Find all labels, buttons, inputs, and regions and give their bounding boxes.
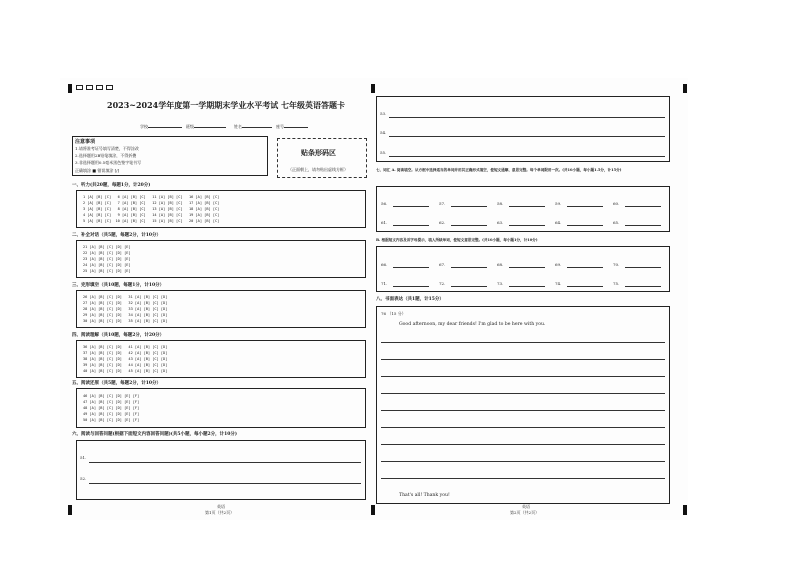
corner-mark-top-left	[68, 84, 72, 93]
answer-row[interactable]: 26 [A] [B] [C] [D] 31 [A] [B] [C] [D]	[83, 295, 168, 299]
answer-row[interactable]: 5 [A] [B] [C] 10 [A] [B] [C] 15 [A] [B] [C] 20 [A] [B] [C]	[83, 219, 220, 223]
answer-line[interactable]	[567, 286, 603, 287]
restore-answer-box[interactable]	[76, 388, 366, 428]
section-title: 一、听力(共20题，每题1分，计20分)	[72, 183, 151, 188]
question-number: 74.	[555, 281, 562, 286]
question-number: 60.	[613, 201, 620, 206]
class-label: 班级	[186, 124, 194, 129]
section-title: 四、阅读理解（共10题，每题2分，计20分）	[72, 333, 165, 338]
barcode-hint: （正面朝上，请勿贴出虚线方框）	[288, 167, 348, 172]
answer-row[interactable]: 21 [A] [B] [C] [D] [E]	[83, 245, 131, 249]
question-number: 57.	[439, 201, 446, 206]
name-label: 姓名	[234, 124, 242, 129]
question-number: 65.	[613, 220, 620, 225]
question-number: 55.	[380, 150, 387, 155]
footer-subject: 英语	[217, 504, 225, 509]
question-number: 68.	[497, 262, 504, 267]
question-number: 59.	[555, 201, 562, 206]
barcode-area	[277, 138, 367, 178]
answer-line[interactable]	[393, 267, 429, 268]
corner-mark-top-mid	[371, 84, 375, 93]
question-number: 54.	[380, 130, 387, 135]
notes-line: 3.非选择题用0.5毫米黑色签字笔书写	[75, 160, 142, 165]
answer-line[interactable]	[625, 267, 661, 268]
footer-subject: 英语	[522, 504, 530, 509]
answer-row[interactable]: 36 [A] [B] [C] [D] 41 [A] [B] [C] [D]	[83, 345, 168, 349]
class-field[interactable]	[186, 124, 226, 129]
section-title: 六、阅读与回答问题(根据下面短文内容回答问题)(共5小题，每小题2分，计10分)	[72, 432, 238, 437]
question-number: 62.	[439, 220, 446, 225]
listening-answer-box[interactable]	[76, 190, 366, 228]
answer-line[interactable]	[389, 136, 665, 137]
answer-line[interactable]	[625, 225, 661, 226]
school-label: 学校	[140, 124, 148, 129]
corner-mark-bottom-left	[68, 505, 72, 515]
section-title: 三、完形填空（共10题，每题1分，计10分）	[72, 283, 165, 288]
answer-row[interactable]: 24 [A] [B] [C] [D] [E]	[83, 263, 131, 267]
writing-line[interactable]	[381, 359, 665, 360]
answer-row[interactable]: 39 [A] [B] [C] [D] 44 [A] [B] [C] [D]	[83, 363, 168, 367]
question-number: 70.	[613, 262, 620, 267]
question-number: 67.	[439, 262, 446, 267]
answer-line[interactable]	[451, 225, 487, 226]
answer-row[interactable]: 1 [A] [B] [C] 6 [A] [B] [C] 11 [A] [B] [C] 16 [A] [B] [C]	[83, 195, 220, 199]
question-number: 58.	[497, 201, 504, 206]
name-field[interactable]	[234, 124, 272, 129]
question-number: 75.	[613, 281, 620, 286]
question-number: 51.	[80, 455, 87, 460]
question-number: 69.	[555, 262, 562, 267]
answer-line[interactable]	[89, 462, 361, 463]
seat-field[interactable]	[276, 124, 308, 129]
question-number: 64.	[555, 220, 562, 225]
writing-opening: Good afternoon, my dear friends! I'm glad to be here with you.	[399, 322, 546, 327]
notes-line: 2.选择题用2B铅笔填涂，不得折叠	[75, 153, 137, 158]
seat-label: 座号	[276, 124, 284, 129]
question-number: 72.	[439, 281, 446, 286]
answer-line[interactable]	[509, 267, 545, 268]
school-field[interactable]	[140, 124, 182, 129]
answer-line[interactable]	[393, 225, 429, 226]
writing-closing: That's all! Thank you!	[399, 493, 450, 498]
answer-row[interactable]: 22 [A] [B] [C] [D] [E]	[83, 251, 131, 255]
answer-line[interactable]	[389, 117, 665, 118]
notes-line: 1.请将准考证号填写清楚，不得涂改	[75, 146, 139, 151]
answer-line[interactable]	[509, 286, 545, 287]
answer-row[interactable]: 23 [A] [B] [C] [D] [E]	[83, 257, 131, 261]
writing-line[interactable]	[381, 427, 665, 428]
section-title: 七、词汇 A. 阅读填空。从方框中选择适当的单词并用其正确形式填空，使短文通顺、意思完整。每个单词限用一次。(共10小题，每小题1.5分，计15分)	[376, 168, 622, 172]
answer-line[interactable]	[393, 206, 429, 207]
answer-line[interactable]	[509, 206, 545, 207]
answer-line[interactable]	[625, 206, 661, 207]
section-title: 五、阅读还原（共5题，每题2分，计10分）	[72, 381, 162, 386]
answer-row[interactable]: 50 [A] [B] [C] [D] [E] [F]	[83, 418, 140, 422]
answer-line[interactable]	[509, 225, 545, 226]
writing-line[interactable]	[381, 461, 665, 462]
answer-row[interactable]: 47 [A] [B] [C] [D] [E] [F]	[83, 400, 140, 404]
answer-row[interactable]: 48 [A] [B] [C] [D] [E] [F]	[83, 406, 140, 410]
barcode-title: 贴条形码区	[301, 148, 336, 157]
vocab-a-answer-box[interactable]	[376, 186, 670, 232]
qa-answer-box[interactable]	[76, 440, 366, 500]
question-number: 53.	[380, 111, 387, 116]
answer-row[interactable]: 49 [A] [B] [C] [D] [E] [F]	[83, 412, 140, 416]
answer-row[interactable]: 28 [A] [B] [C] [D] 33 [A] [B] [C] [D]	[83, 307, 168, 311]
section-title: B. 根据短文内容及首字母提示，填入所缺单词，使短文意思完整。(共10小题，每小题1分，计10分)	[376, 238, 538, 242]
footer-page: 第1页（共2页）	[205, 510, 235, 515]
answer-line[interactable]	[389, 156, 665, 157]
vocab-b-answer-box[interactable]	[376, 246, 670, 292]
section-title: 八、书面表达（共1题，计15分）	[376, 297, 444, 302]
writing-line[interactable]	[381, 410, 665, 411]
question-number: 66.	[381, 262, 388, 267]
reading-answer-box[interactable]	[76, 340, 366, 378]
qa-continue-box[interactable]	[376, 96, 670, 162]
answer-row[interactable]: 25 [A] [B] [C] [D] [E]	[83, 269, 131, 273]
answer-line[interactable]	[625, 286, 661, 287]
answer-line[interactable]	[393, 286, 429, 287]
exam-id-boxes	[76, 85, 116, 91]
notes-box	[72, 136, 268, 176]
answer-row[interactable]: 46 [A] [B] [C] [D] [E] [F]	[83, 394, 140, 398]
section-title: 二、补全对话（共5题，每题2分，计10分）	[72, 233, 162, 238]
answer-line[interactable]	[89, 483, 361, 484]
question-number: 61.	[381, 220, 388, 225]
answer-line[interactable]	[451, 286, 487, 287]
corner-mark-bottom-mid	[371, 505, 375, 515]
question-number: 56.	[381, 201, 388, 206]
writing-line[interactable]	[381, 478, 665, 479]
writing-line[interactable]	[381, 393, 665, 394]
answer-row[interactable]: 4 [A] [B] [C] 9 [A] [B] [C] 14 [A] [B] [C] 19 [A] [B] [C]	[83, 213, 220, 217]
answer-row[interactable]: 29 [A] [B] [C] [D] 34 [A] [B] [C] [D]	[83, 313, 168, 317]
answer-line[interactable]	[451, 267, 487, 268]
answer-line[interactable]	[567, 225, 603, 226]
page-title: 2023~2024学年度第一学期期末学业水平考试 七年级英语答题卡	[107, 100, 346, 110]
notes-title: 注意事项	[75, 139, 96, 145]
question-number: 71.	[381, 281, 388, 286]
writing-line[interactable]	[381, 444, 665, 445]
answer-row[interactable]: 2 [A] [B] [C] 7 [A] [B] [C] 12 [A] [B] [C] 17 [A] [B] [C]	[83, 201, 220, 205]
question-number: 76 （15 分）	[381, 311, 406, 316]
corner-mark-top-right	[683, 84, 687, 93]
answer-row[interactable]: 3 [A] [B] [C] 8 [A] [B] [C] 13 [A] [B] [C] 18 [A] [B] [C]	[83, 207, 220, 211]
writing-line[interactable]	[381, 376, 665, 377]
answer-line[interactable]	[567, 206, 603, 207]
dialogue-answer-box[interactable]	[76, 240, 366, 278]
notes-line: 正确填涂 ■ 错误填涂 [/]	[75, 168, 120, 173]
corner-mark-bottom-right	[683, 505, 687, 515]
answer-row[interactable]: 30 [A] [B] [C] [D] 35 [A] [B] [C] [D]	[83, 319, 168, 323]
question-number: 73.	[497, 281, 504, 286]
question-number: 52.	[80, 476, 87, 481]
writing-answer-box[interactable]	[376, 306, 670, 504]
cloze-answer-box[interactable]	[76, 290, 366, 328]
answer-line[interactable]	[451, 206, 487, 207]
answer-row[interactable]: 38 [A] [B] [C] [D] 43 [A] [B] [C] [D]	[83, 357, 168, 361]
answer-row[interactable]: 37 [A] [B] [C] [D] 42 [A] [B] [C] [D]	[83, 351, 168, 355]
question-number: 63.	[497, 220, 504, 225]
footer-page: 第2页（共2页）	[510, 510, 540, 515]
answer-row[interactable]: 40 [A] [B] [C] [D] 45 [A] [B] [C] [D]	[83, 369, 168, 373]
answer-row[interactable]: 27 [A] [B] [C] [D] 32 [A] [B] [C] [D]	[83, 301, 168, 305]
writing-line[interactable]	[381, 342, 665, 343]
answer-line[interactable]	[567, 267, 603, 268]
